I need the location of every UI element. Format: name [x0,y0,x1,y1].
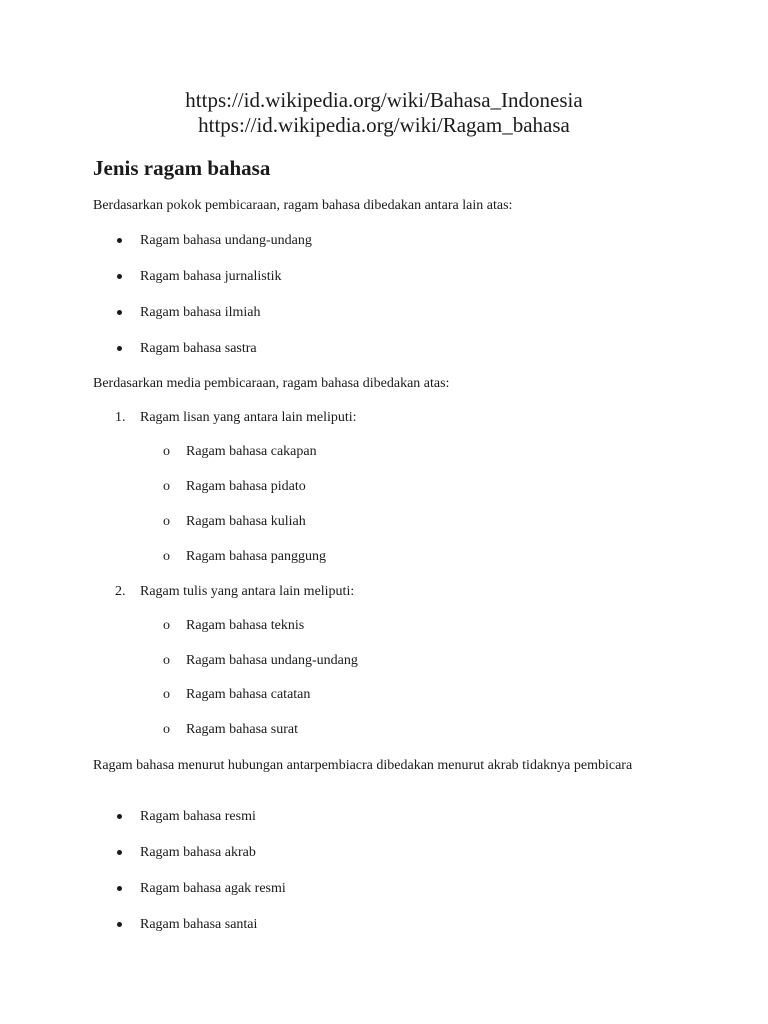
numbered-list-item: Ragam tulis yang antara lain meliputi: [140,584,355,599]
sub-list-item: Ragam bahasa teknis [186,618,305,633]
numbered-list-item: Ragam lisan yang antara lain meliputi: [140,410,357,425]
bullet-marker [117,814,122,819]
intro-media-paragraph: Berdasarkan media pembicaraan, ragam bahasa dibedakan atas: [93,376,450,391]
bullet-marker [117,922,122,927]
bullet-marker [117,274,122,279]
sub-list-item: Ragam bahasa catatan [186,687,311,702]
sub-bullet-marker: o [163,653,170,668]
bullet-marker [117,346,122,351]
list-item: Ragam bahasa sastra [140,341,257,356]
list-item: Ragam bahasa jurnalistik [140,269,282,284]
source-urls [0,88,768,138]
sub-bullet-marker: o [163,549,170,564]
bullet-marker [117,850,122,855]
sub-bullet-marker: o [163,618,170,633]
url-line: https://id.wikipedia.org/wiki/Ragam_bahasa [198,113,570,137]
sub-list-item: Ragam bahasa surat [186,722,298,737]
intro-relation-paragraph: Ragam bahasa menurut hubungan antarpembiacra dibedakan menurut akrab tidaknya pembicara [93,758,633,773]
sub-bullet-marker: o [163,444,170,459]
url-line: https://id.wikipedia.org/wiki/Bahasa_Indonesia [185,88,583,112]
list-item: Ragam bahasa santai [140,917,258,932]
list-item: Ragam bahasa akrab [140,845,256,860]
list-item: Ragam bahasa agak resmi [140,881,286,896]
sub-bullet-marker: o [163,687,170,702]
sub-list-item: Ragam bahasa cakapan [186,444,317,459]
bullet-marker [117,238,122,243]
sub-bullet-marker: o [163,514,170,529]
bullet-marker [117,310,122,315]
sub-bullet-marker: o [163,722,170,737]
bullet-marker [117,886,122,891]
list-number: 2. [115,584,126,599]
sub-list-item: Ragam bahasa panggung [186,549,326,564]
intro-topic-paragraph: Berdasarkan pokok pembicaraan, ragam bahasa dibedakan antara lain atas: [93,198,513,213]
sub-bullet-marker: o [163,479,170,494]
sub-list-item: Ragam bahasa pidato [186,479,306,494]
list-number: 1. [115,410,126,425]
list-item: Ragam bahasa resmi [140,809,256,824]
sub-list-item: Ragam bahasa kuliah [186,514,306,529]
list-item: Ragam bahasa ilmiah [140,305,261,320]
sub-list-item: Ragam bahasa undang-undang [186,653,358,668]
section-heading: Jenis ragam bahasa [93,156,271,180]
list-item: Ragam bahasa undang-undang [140,233,312,248]
